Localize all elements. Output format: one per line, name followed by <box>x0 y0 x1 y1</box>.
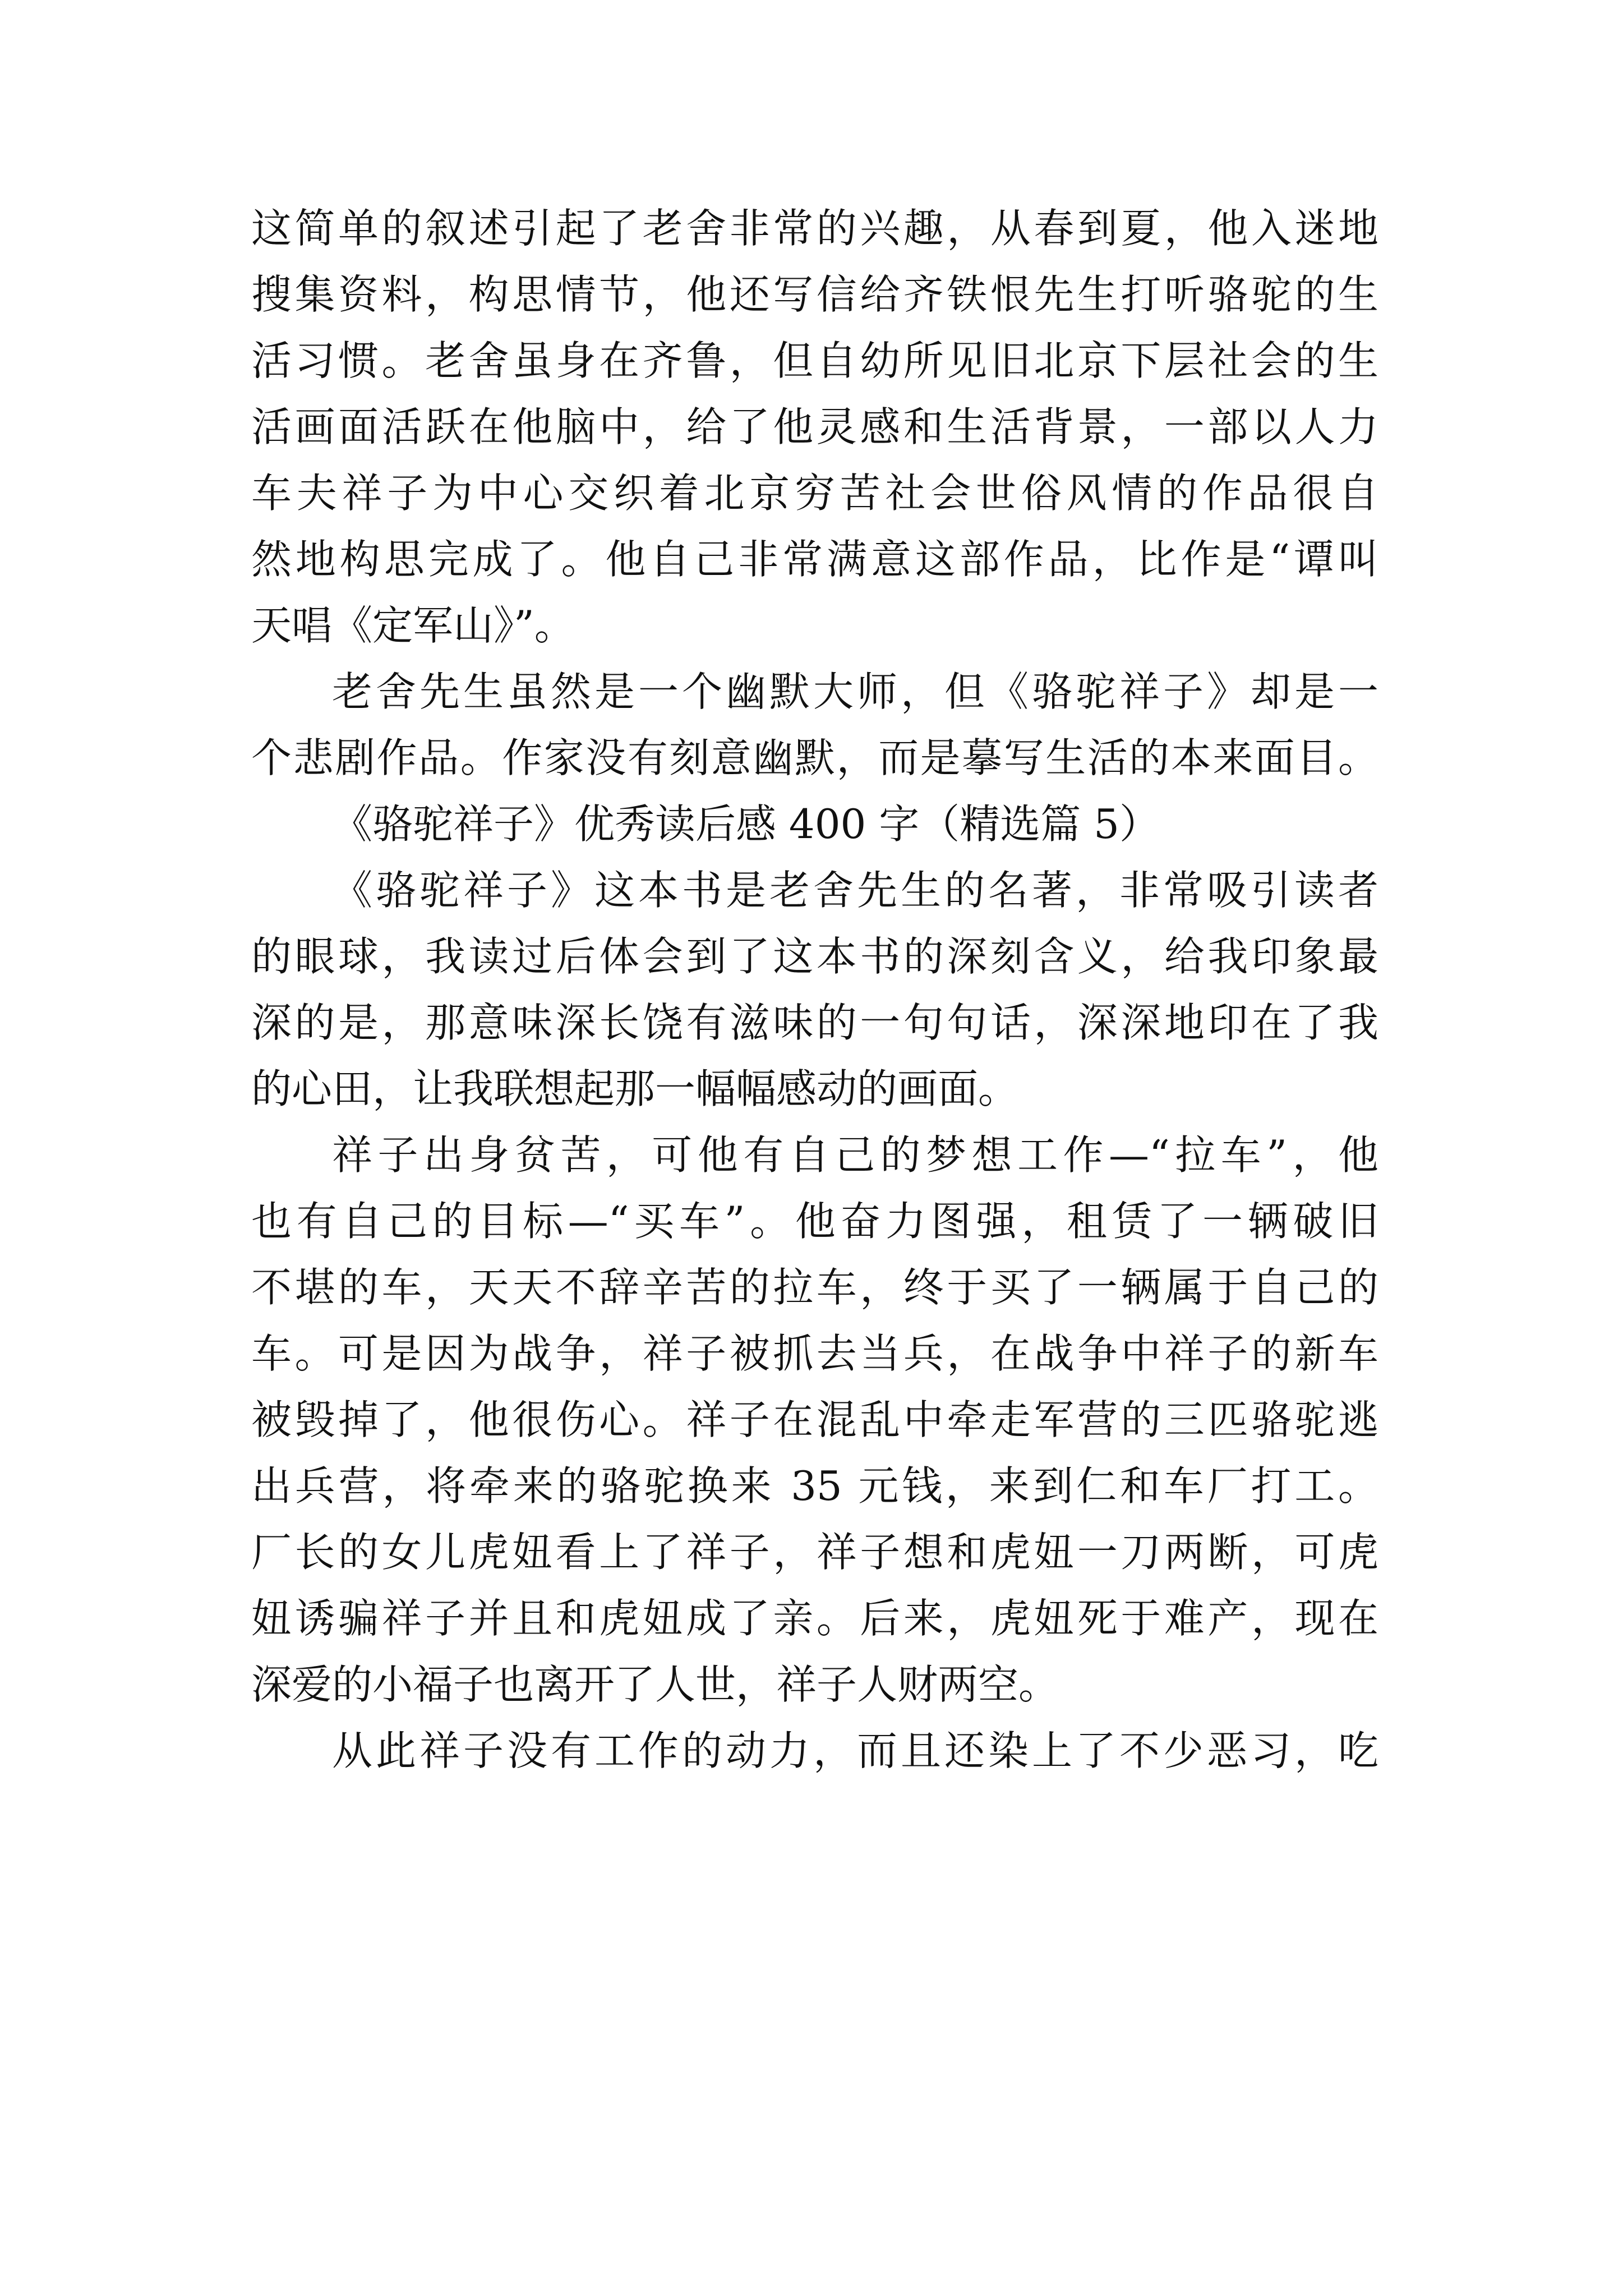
text-line: 的心田，让我联想起那一幅幅感动的画面。 <box>251 1065 1019 1112</box>
text-line: 的眼球，我读过后体会到了这本书的深刻含义，给我印象最 <box>251 933 1378 980</box>
paragraph-first-line: 《骆驼祥子》这本书是老舍先生的名著，非常吸引读者 <box>332 867 1378 914</box>
text-line: 厂长的女儿虎妞看上了祥子，祥子想和虎妞一刀两断，可虎 <box>251 1529 1378 1576</box>
text-line: 车。可是因为战争，祥子被抓去当兵，在战争中祥子的新车 <box>251 1330 1378 1377</box>
paragraph-first-line: 从此祥子没有工作的动力，而且还染上了不少恶习，吃 <box>332 1727 1378 1774</box>
text-line: 搜集资料，构思情节，他还写信给齐铁恨先生打听骆驼的生 <box>251 271 1378 318</box>
text-line: 被毁掉了，他很伤心。祥子在混乱中牵走军营的三匹骆驼逃 <box>251 1396 1378 1443</box>
text-line: 活习惯。老舍虽身在齐鲁，但自幼所见旧北京下层社会的生 <box>251 337 1378 384</box>
text-line: 也有自己的目标—“买车”。他奋力图强，租赁了一辆破旧 <box>251 1198 1378 1245</box>
text-line: 深爱的小福子也离开了人世，祥子人财两空。 <box>251 1661 1059 1708</box>
text-line: 深的是，那意味深长饶有滋味的一句句话，深深地印在了我 <box>251 999 1378 1046</box>
text-line: 天唱《定军山》”。 <box>251 602 575 649</box>
section-heading: 《骆驼祥子》优秀读后感 400 字（精选篇 5） <box>332 800 1160 848</box>
text-line: 妞诱骗祥子并且和虎妞成了亲。后来，虎妞死于难产，现在 <box>251 1595 1378 1642</box>
paragraph-first-line: 祥子出身贫苦，可他有自己的梦想工作—“拉车”，他 <box>332 1131 1378 1179</box>
text-line: 然地构思完成了。他自己非常满意这部作品，比作是“谭叫 <box>251 536 1378 583</box>
paragraph-first-line: 老舍先生虽然是一个幽默大师，但《骆驼祥子》却是一 <box>332 668 1378 715</box>
text-line: 这简单的叙述引起了老舍非常的兴趣，从春到夏，他入迷地 <box>251 205 1378 252</box>
text-line: 车夫祥子为中心交织着北京穷苦社会世俗风情的作品很自 <box>251 470 1378 517</box>
text-line: 不堪的车，天天不辞辛苦的拉车，终于买了一辆属于自己的 <box>251 1264 1378 1311</box>
text-line: 活画面活跃在他脑中，给了他灵感和生活背景，一部以人力 <box>251 403 1378 450</box>
text-line: 出兵营，将牵来的骆驼换来 35 元钱，来到仁和车厂打工。 <box>251 1462 1378 1510</box>
text-line: 个悲剧作品。作家没有刻意幽默，而是摹写生活的本来面目。 <box>251 734 1378 781</box>
